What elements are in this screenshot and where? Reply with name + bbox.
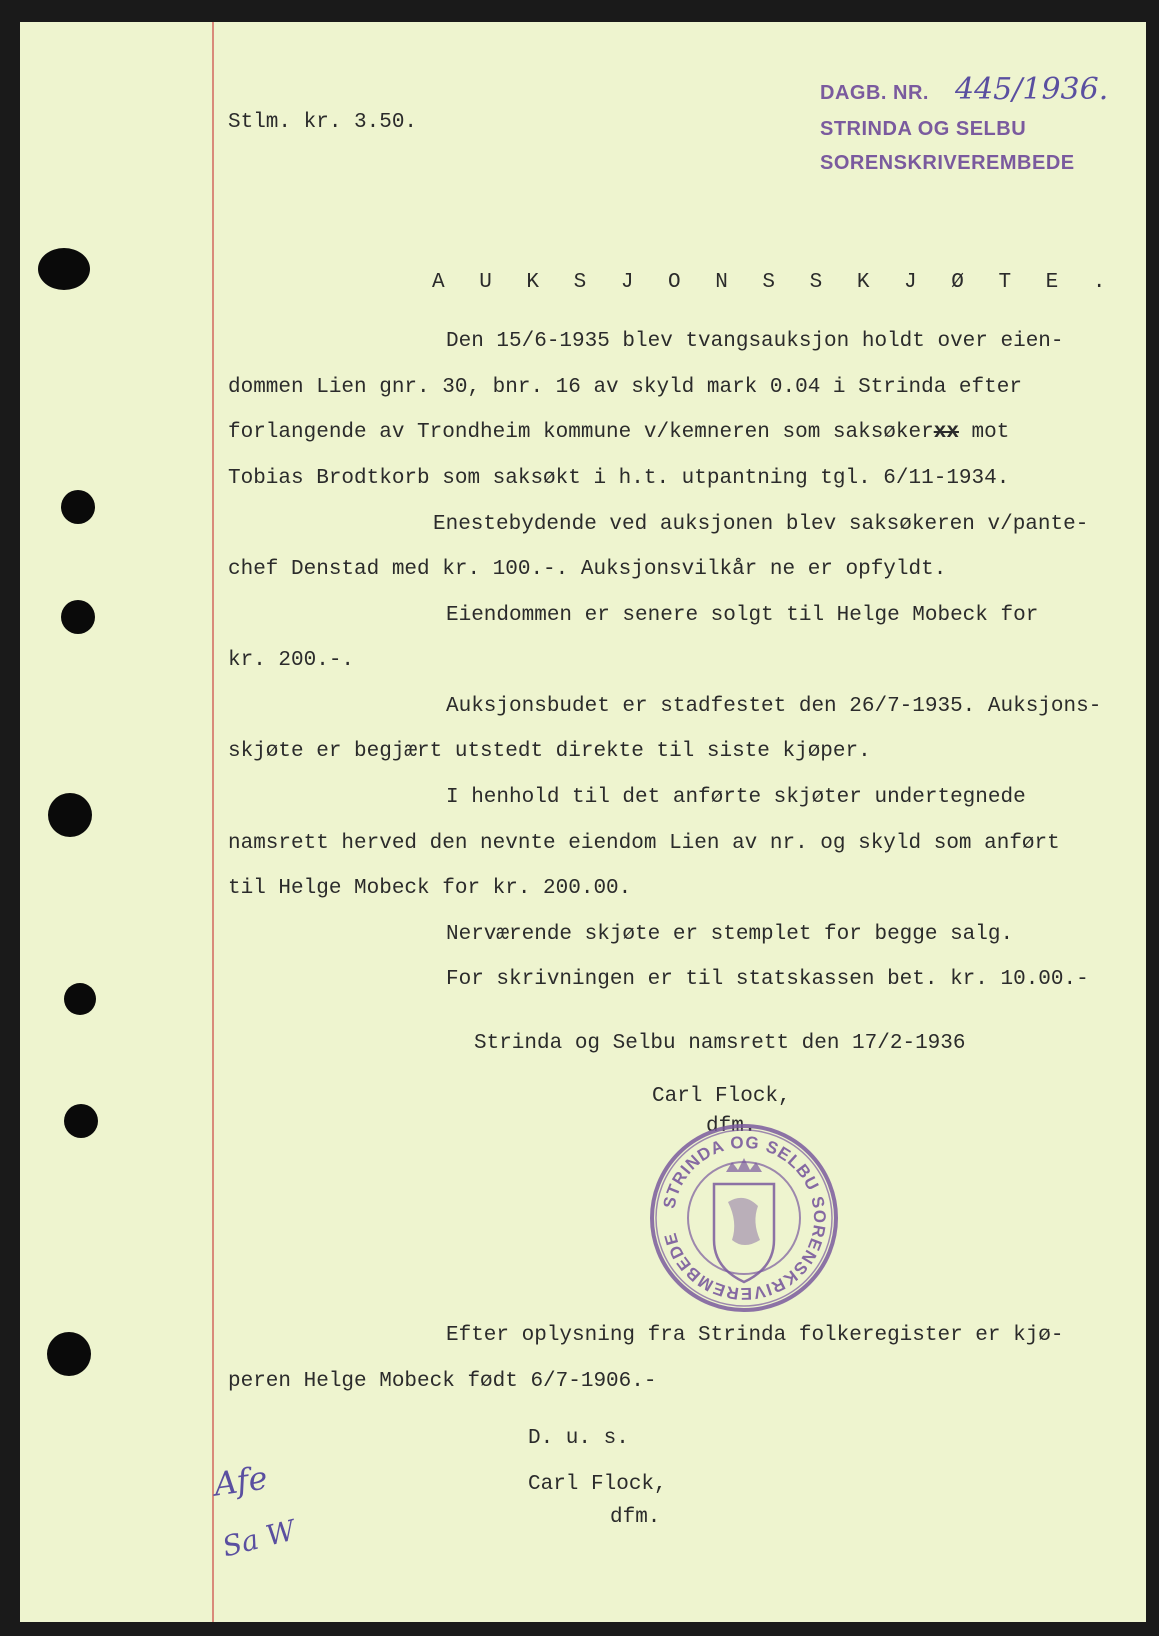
body-line-2: dommen Lien gnr. 30, bnr. 16 av skyld mark 0.04 i Strinda efter [228,376,1022,399]
body-line-11: I henhold til det anførte skjøter undertegnede [446,786,1026,809]
binder-hole-6 [64,1104,98,1138]
handwritten-initials: Afe [211,1458,270,1504]
binder-hole-5 [64,983,96,1015]
signer-name: Carl Flock, [652,1085,791,1108]
office-line-2: SORENSKRIVEREMBEDE [820,152,1075,174]
binder-hole-1 [38,248,90,290]
office-line-1: STRINDA OG SELBU [820,118,1027,140]
body-line-10: skjøte er begjært utstedt direkte til siste kjøper. [228,740,871,763]
handwritten-initials-2: Sa W [219,1513,299,1564]
body-line-3 [228,422,1009,443]
binder-hole-7 [47,1332,91,1376]
binder-hole-2 [61,490,95,524]
official-seal [648,1122,840,1314]
signer2-title: dfm. [610,1506,661,1529]
body-line-7: Eiendommen er senere solgt til Helge Mobeck for [446,604,1039,627]
body-line-12: namsrett herved den nevnte eiendom Lien av nr. og skyld som anført [228,832,1060,855]
body-line-13: til Helge Mobeck for kr. 200.00. [228,877,632,900]
margin-rule [212,22,214,1622]
body-line-6: chef Denstad med kr. 100.-. Auksjonsvilkår ne er opfyldt. [228,558,947,581]
struck-text: xx [933,421,959,444]
binder-hole-3 [61,600,95,634]
dagb-label: DAGB. NR. [820,82,929,104]
signer-title: dfm. [706,1115,757,1138]
signer2-name: Carl Flock, [528,1473,667,1496]
seal-text: STRINDA OG SELBU SORENSKRIVEREMBEDE [659,1132,830,1304]
stamp-fee: Stlm. kr. 3.50. [228,111,418,134]
body-line-3-text: forlangende av Trondheim kommune v/kemneren som saksøker [228,421,934,444]
closing: D. u. s. [528,1427,629,1450]
document-title: A U K S J O N S S K J Ø T E . [432,271,1117,294]
body-line-3-end: mot [958,421,1010,444]
body-line-14: Nerværende skjøte er stemplet for begge salg. [446,923,1014,946]
body-line-9: Auksjonsbudet er stadfestet den 26/7-1935. Auksjons- [446,695,1102,718]
body-line-15: For skrivningen er til statskassen bet. kr. 10.00.- [446,968,1089,991]
dagb-number: 445/1936. [955,72,1109,107]
binder-hole-4 [48,793,92,837]
body-line-4: Tobias Brodtkorb som saksøkt i h.t. utpantning tgl. 6/11-1934. [228,467,1010,490]
postscript-line-1: Efter oplysning fra Strinda folkeregister er kjø- [446,1324,1064,1347]
body-line-5: Enestebydende ved auksjonen blev saksøkeren v/pante- [433,513,1089,536]
place-date: Strinda og Selbu namsrett den 17/2-1936 [474,1032,966,1055]
body-line-1: Den 15/6-1935 blev tvangsauksjon holdt over eien- [446,330,1064,353]
postscript-line-2: peren Helge Mobeck født 6/7-1906.- [228,1370,657,1393]
body-line-8: kr. 200.-. [228,649,355,672]
